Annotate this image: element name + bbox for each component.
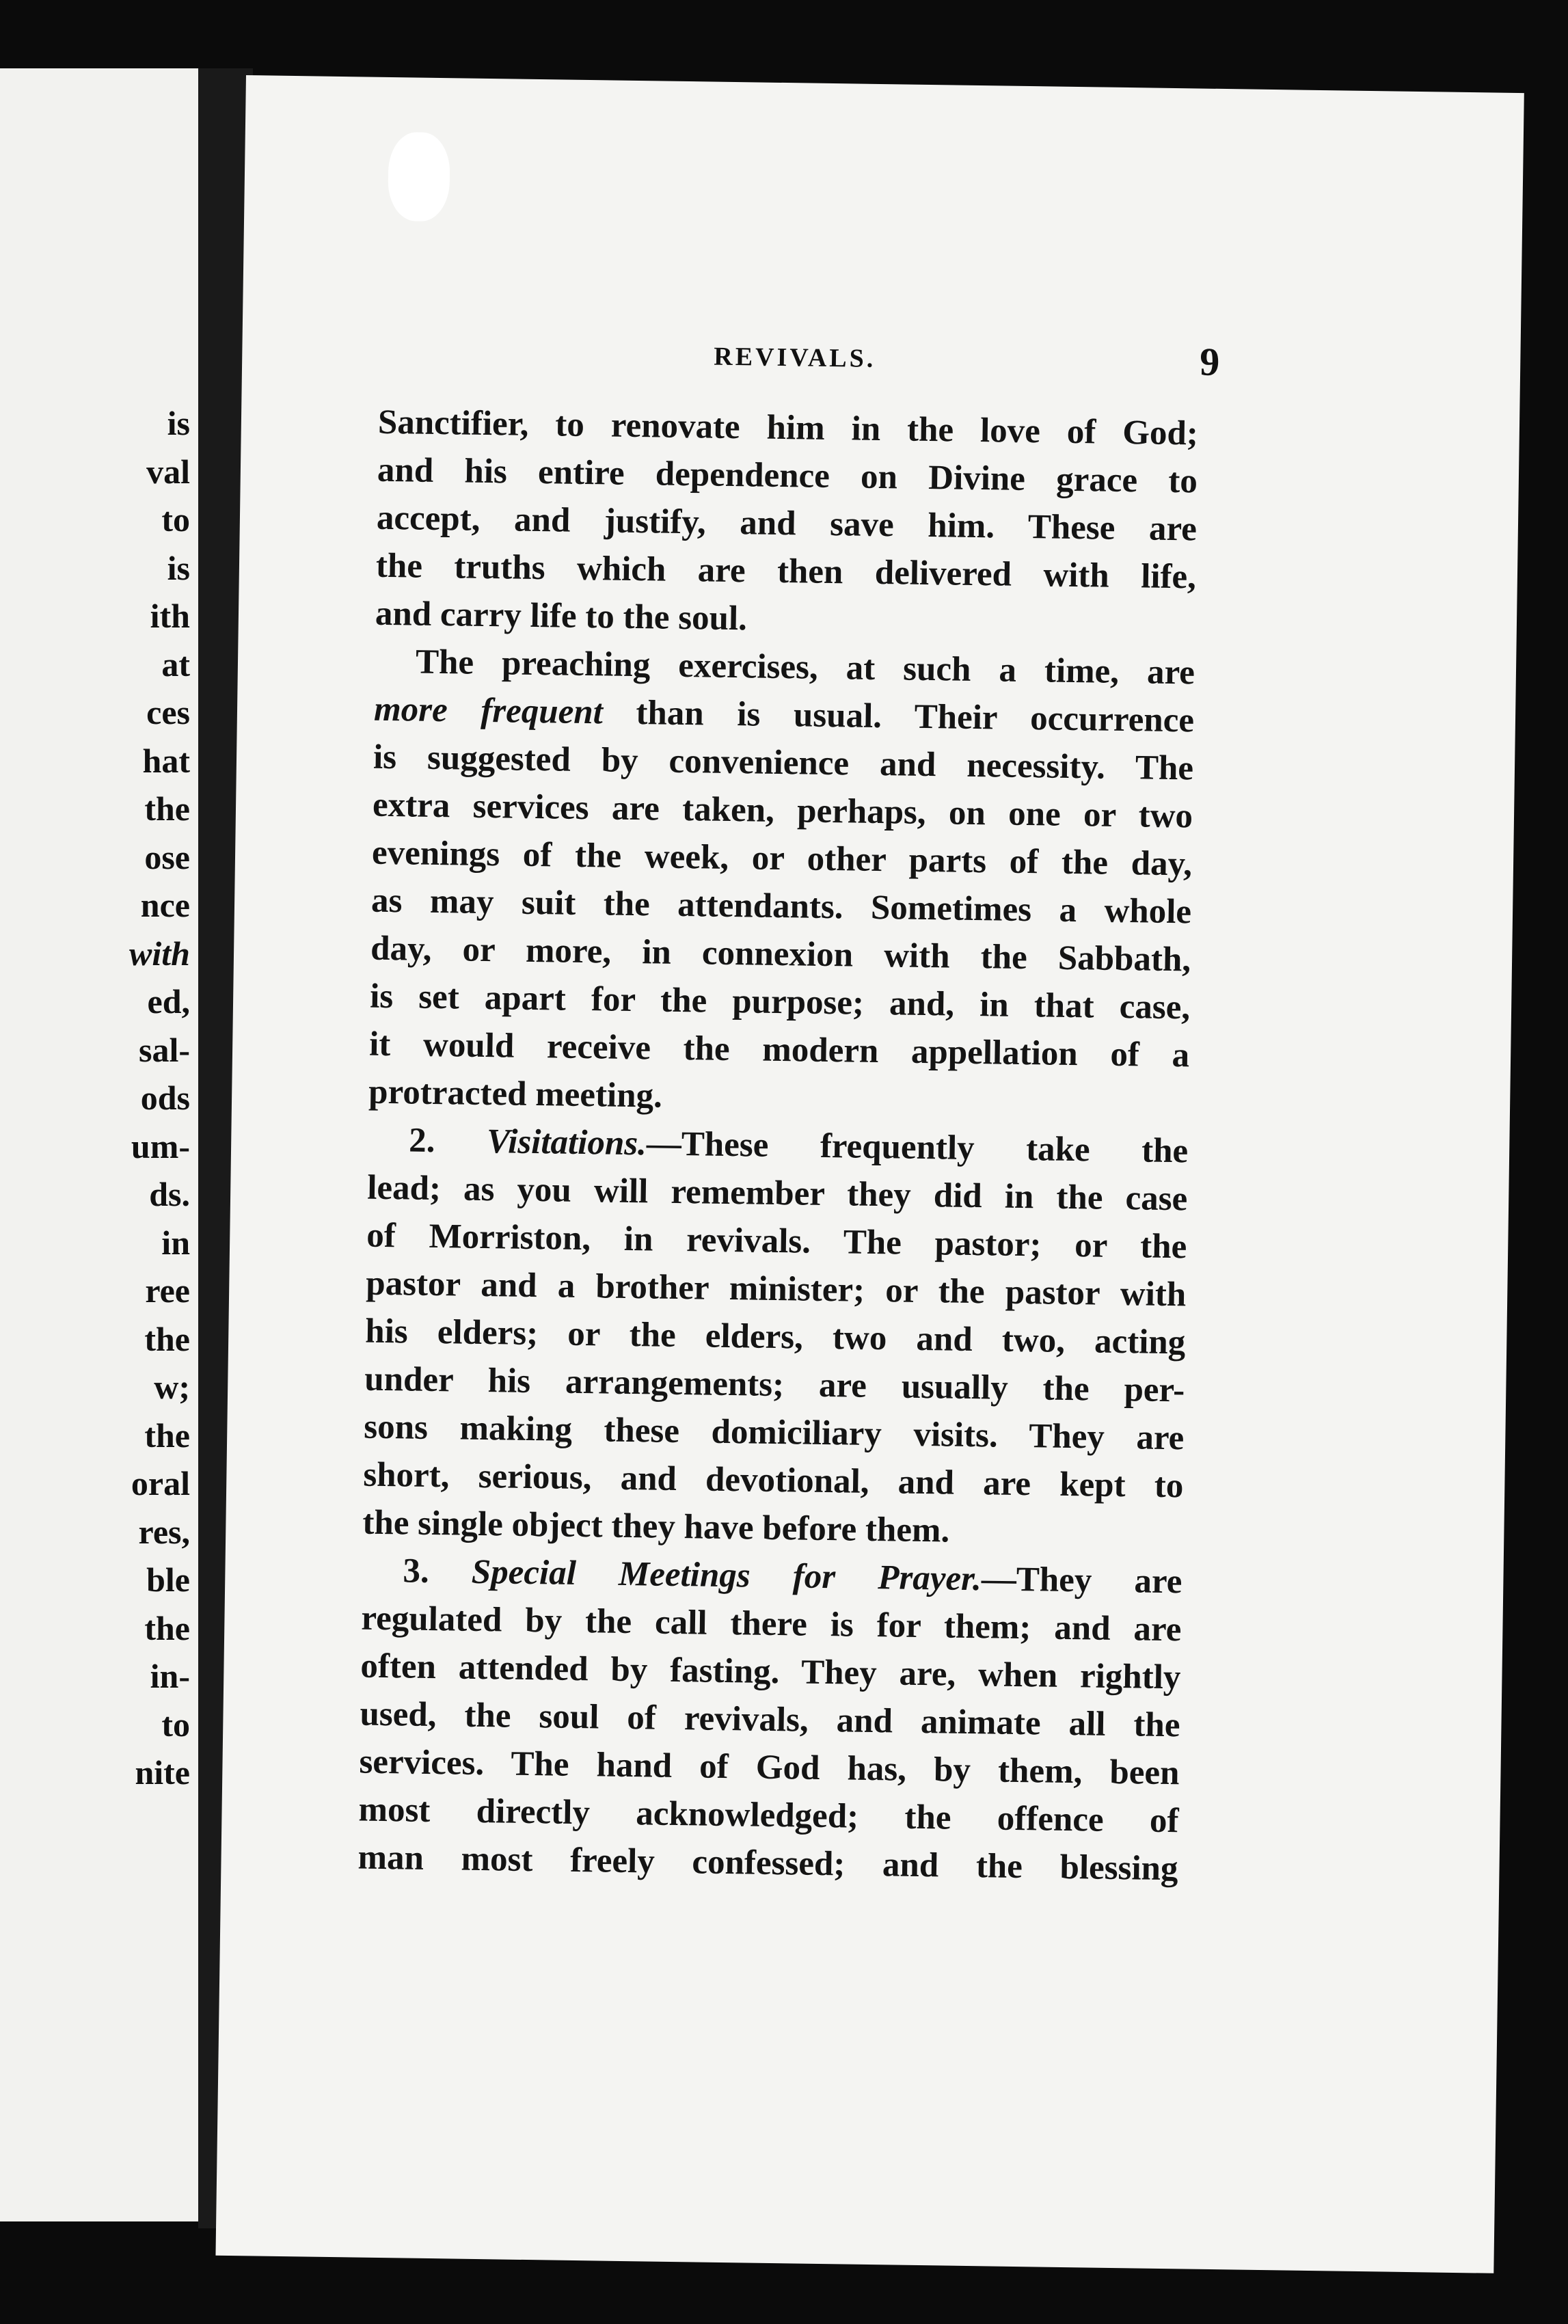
left-page-fragment: ith [150,597,190,635]
paper-blemish [388,132,450,221]
left-page-fragment: um- [131,1126,190,1165]
emphasis: more frequent [373,690,604,732]
left-page-fragment: is [167,548,190,587]
left-page-fragment: hat [142,741,190,780]
text-line: The preaching exercises, at such a time, are [415,643,1195,692]
left-page-fragment: to [161,500,190,539]
text-line: and his entire dependence on Divine grace to [377,450,1198,501]
body-text [357,398,1198,1893]
section-heading: Special Meetings for Prayer. [471,1552,982,1599]
text-line: used, the soul of revivals, and animate all the [360,1694,1180,1745]
left-page-fragment: val [146,452,190,491]
left-page-fragment: to [161,1705,190,1744]
left-page-fragment: nite [135,1753,190,1792]
text-line: and carry life to the soul. [375,594,748,638]
left-page-fragment: ods [140,1079,190,1117]
text-line: lead; as you will remember they did in the case [366,1168,1188,1219]
left-page-fragment: w; [154,1368,190,1406]
left-page-fragment: the [144,1319,190,1358]
text-line: of Morriston, in revivals. The pastor; or the [366,1216,1187,1267]
left-page-fragment: ces [146,693,190,731]
left-page-fragment: nce [140,886,190,924]
text-line: is suggested by convenience and necessity. The [373,738,1194,788]
text-line: as may suit the attendants. Sometimes a whole [370,881,1192,932]
text-line: evenings of the week, or other parts of the day, [371,833,1193,884]
text-line: services. The hand of God has, by them, been [359,1742,1180,1793]
text-line: the truths which are then delivered with life, [375,546,1197,597]
text-line: protracted meeting. [368,1072,663,1116]
right-page [215,75,1524,2273]
left-facing-page [0,68,208,2221]
left-page-fragment: ble [146,1560,190,1599]
running-head: REVIVALS. [714,342,876,373]
text-line: pastor and a brother minister; or the pastor with [365,1264,1187,1314]
left-page-fragment: ose [144,837,190,876]
left-page-fragment: the [144,1608,190,1647]
left-page-fragment: in- [150,1657,190,1695]
text-line: more frequent than is usual. Their occurrence [373,690,1195,740]
section-heading: Visitations. [486,1122,647,1163]
text-line: 3. Special Meetings for Prayer.—They are [403,1552,1182,1602]
text-line: 2. Visitations.—These frequently take the [408,1121,1189,1171]
text-line: extra services are taken, perhaps, on one or two [372,785,1193,836]
text-line: regulated by the call there is for them; and are [361,1599,1182,1649]
text-line: under his arrangements; are usually the per- [364,1360,1185,1410]
left-page-fragment: ree [145,1271,190,1310]
left-page-fragment: in [161,1223,190,1262]
text-line: is set apart for the purpose; and, in that case, [369,977,1191,1027]
page-number: 9 [1199,339,1220,384]
left-page-fragment: oral [131,1464,190,1502]
text-line: the single object they have before them. [362,1503,950,1550]
left-page-fragment: at [161,645,190,684]
text-line: often attended by fasting. They are, when rightly [360,1647,1181,1697]
text-line: day, or more, in connexion with the Sabbath, [370,929,1191,979]
left-page-fragment: sal- [139,1030,190,1069]
text-line: sons making these domiciliary visits. They are [364,1407,1185,1458]
left-page-fragment: the [144,1416,190,1455]
left-page-fragment: with [129,934,190,973]
text-line: it would receive the modern appellation of a [368,1025,1190,1075]
left-page-fragment: res, [138,1512,190,1551]
left-page-fragment: ed, [147,982,190,1021]
left-page-fragment: the [144,789,190,828]
page-header [243,335,1521,384]
left-page-fragment: is [167,404,190,442]
text-line: his elders; or the elders, two and two, acting [364,1312,1186,1362]
text-line: most directly acknowledged; the offence of [358,1790,1179,1841]
text-line: accept, and justify, and save him. These are [376,498,1198,549]
text-line: Sanctifier, to renovate him in the love of God; [377,403,1199,453]
left-page-fragment: ds. [149,1175,190,1213]
text-line: man most freely confessed; and the blessing [357,1838,1178,1889]
text-line: short, serious, and devotional, and are kept to [363,1455,1184,1506]
